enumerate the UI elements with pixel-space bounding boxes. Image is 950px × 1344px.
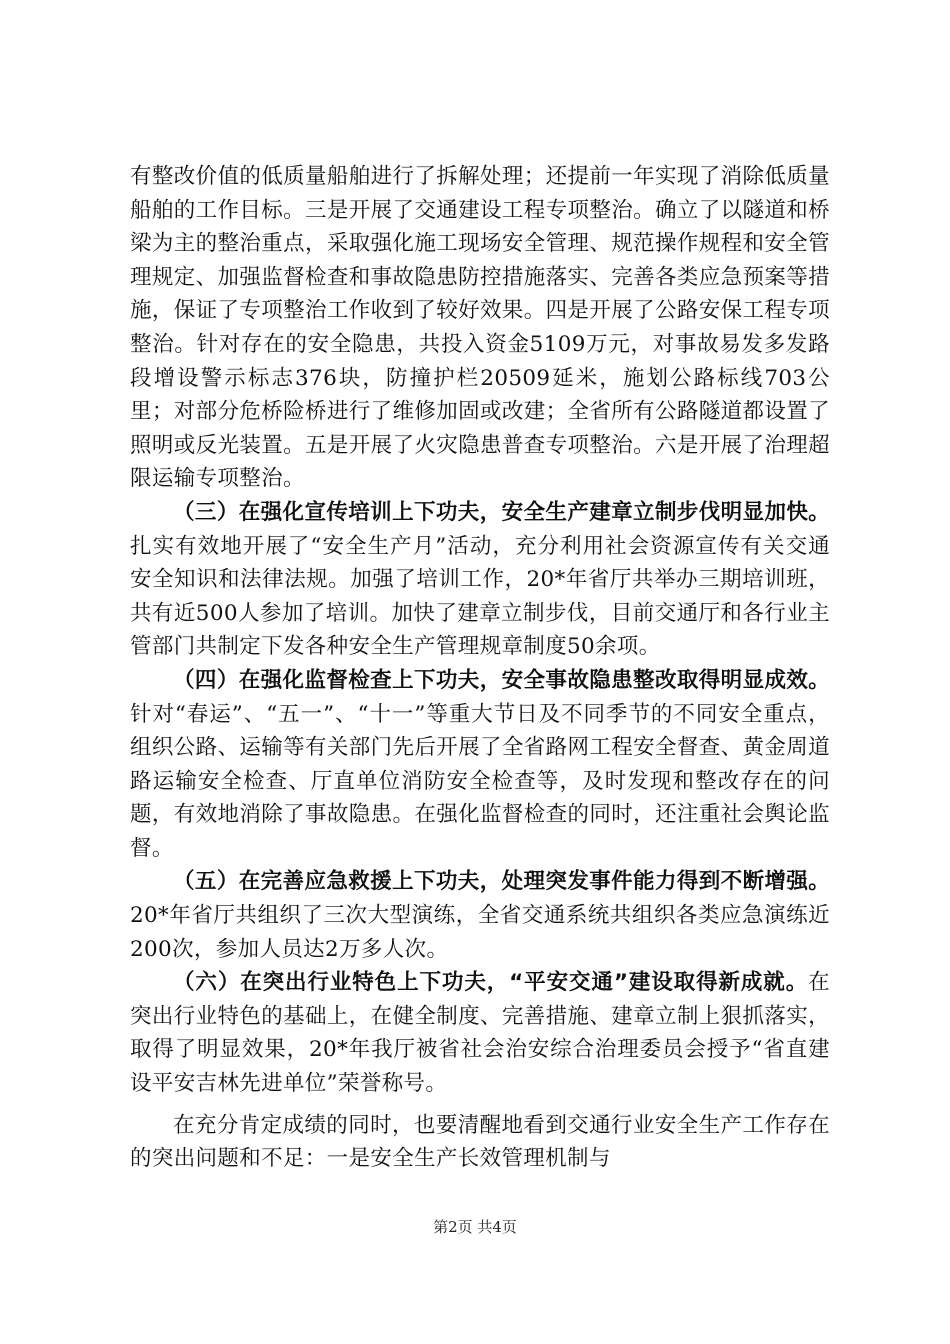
paragraph-text: 在突出行业特色的基础上，在健全制度、完善措施、建章立制上狠抓落实，取得了明显效果，20*年我厅被省社会治安综合治理委员会授予“省直建设平安吉林先进单位”荣誉称号。 — [130, 970, 830, 1097]
section-heading: （六）在突出行业特色上下功夫，“平安交通”建设取得新成就。 — [173, 970, 809, 996]
paragraph-section-4 — [130, 664, 830, 866]
section-heading: （四）在强化监督检查上下功夫，安全事故隐患整改取得明显成效。 — [173, 667, 830, 693]
paragraph-text: 针对“春运”、“五一”、“十一”等重大节日及不同季节的不同安全重点，组织公路、运输等有关部门先后开展了全省路网工程安全督查、黄金周道路运输安全检查、厅直单位消防安全检查等，及时发现和整改存在的问题，有效地消除了事故隐患。在强化监督检查的同时，还注重社会舆论监督。 — [130, 701, 830, 861]
page-number-footer: 第2页 共4页 — [433, 1218, 517, 1236]
paragraph-continuation — [130, 160, 830, 496]
paragraph-section-6 — [130, 966, 830, 1100]
paragraph-section-3 — [130, 496, 830, 664]
paragraph-problems — [130, 1109, 830, 1176]
paragraph-text: 扎实有效地开展了“安全生产月”活动，充分利用社会资源宣传有关交通安全知识和法律法规。加强了培训工作，20*年省厅共举办三期培训班，共有近500人参加了培训。加快了建章立制步伐，目前交通厅和各行业主管部门共制定下发各种安全生产管理规章制度50余项。 — [130, 533, 830, 660]
paragraph-text: 有整改价值的低质量船舶进行了拆解处理；还提前一年实现了消除低质量船舶的工作目标。三是开展了交通建设工程专项整治。确立了以隧道和桥梁为主的整治重点，采取强化施工现场安全管理、规范操作规程和安全管理规定、加强监督检查和事故隐患防控措施落实、完善各类应急预案等措施，保证了专项整治工作收到了较好效果。四是开展了公路安保工程专项整治。针对存在的安全隐患，共投入资金5109万元，对事故易发多发路段增设警示标志376块，防撞护栏20509延米，施划公路标线703公里；对部分危桥险桥进行了维修加固或改建；全省所有公路隧道都设置了照明或反光装置。五是开展了火灾隐患普查专项整治。六是开展了治理超限运输专项整治。 — [130, 164, 830, 492]
paragraph-text: 在充分肯定成绩的同时，也要清醒地看到交通行业安全生产工作存在的突出问题和不足：一是安全生产长效管理机制与 — [130, 1112, 830, 1172]
section-heading: （三）在强化宣传培训上下功夫，安全生产建章立制步伐明显加快。 — [173, 499, 830, 525]
document-body — [130, 160, 830, 1176]
paragraph-text: 20*年省厅共组织了三次大型演练，全省交通系统共组织各类应急演练近200次，参加人员达2万多人次。 — [130, 903, 830, 962]
section-heading: （五）在完善应急救援上下功夫，处理突发事件能力得到不断增强。 — [173, 869, 830, 895]
paragraph-section-5 — [130, 865, 830, 966]
